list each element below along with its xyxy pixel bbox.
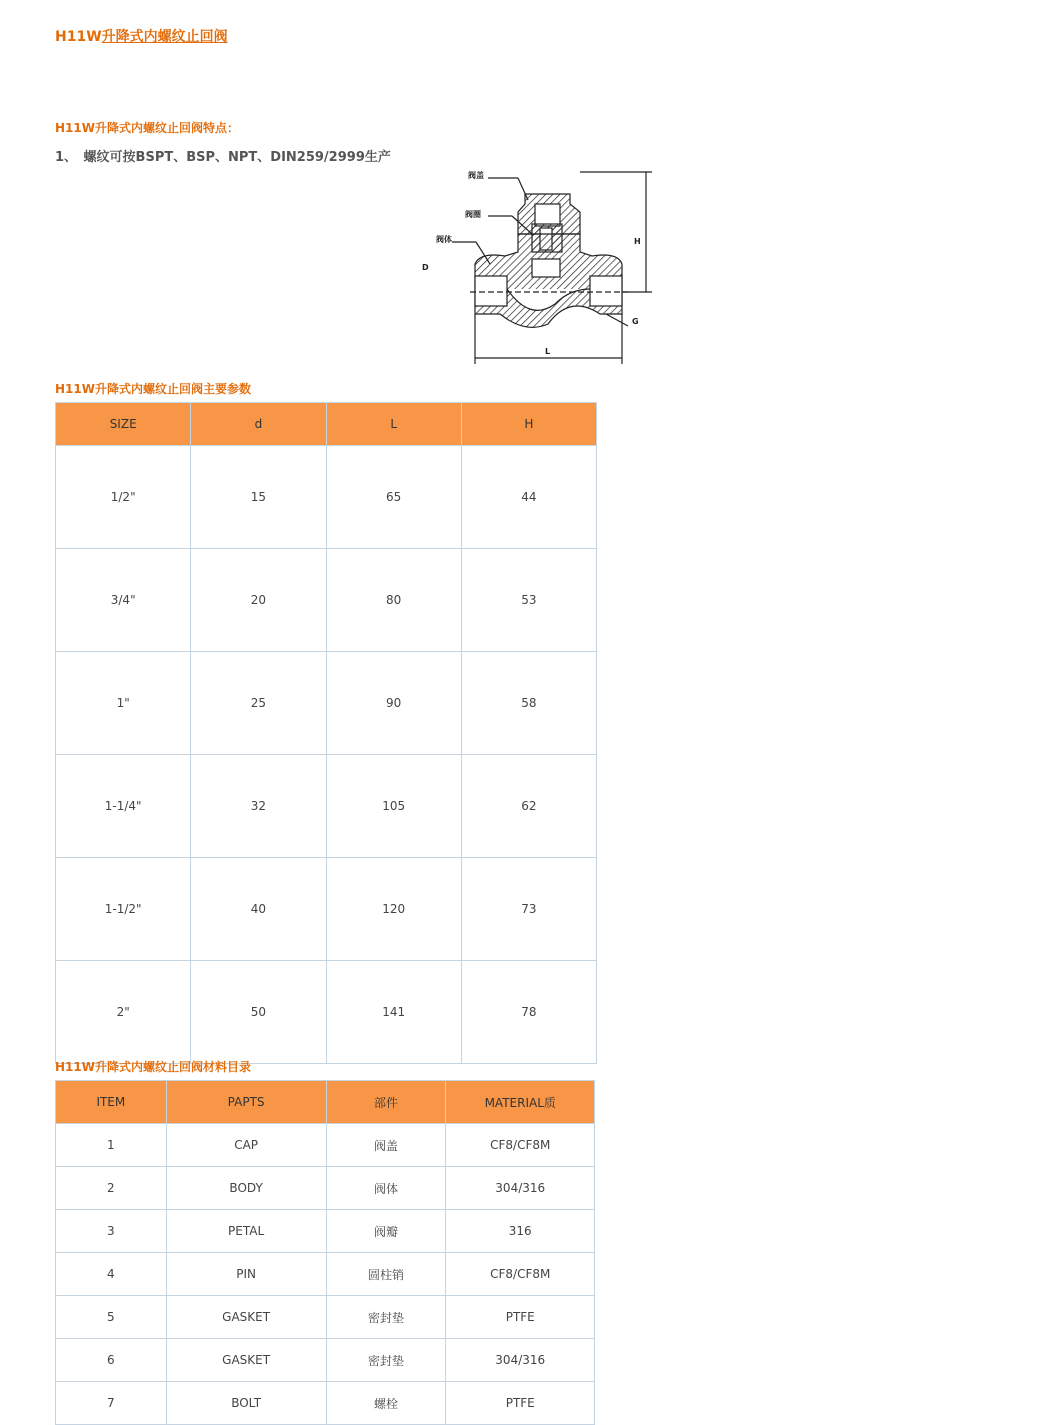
table-row bbox=[56, 446, 597, 549]
cell-h: 58 bbox=[461, 652, 596, 755]
materials-table bbox=[55, 1080, 595, 1425]
cell-material: 304/316 bbox=[446, 1167, 595, 1210]
cell-component: 圆柱销 bbox=[326, 1253, 446, 1296]
cell-material: PTFE bbox=[446, 1382, 595, 1425]
cell-l: 90 bbox=[326, 652, 461, 755]
cell-component: 螺栓 bbox=[326, 1382, 446, 1425]
page-title bbox=[55, 26, 228, 46]
params-table bbox=[55, 402, 597, 1064]
cell-part: PETAL bbox=[166, 1210, 326, 1253]
params-header-l: L bbox=[326, 403, 461, 446]
cell-l: 105 bbox=[326, 755, 461, 858]
cell-item: 1 bbox=[56, 1124, 167, 1167]
table-row bbox=[56, 1124, 595, 1167]
cell-component: 阀瓣 bbox=[326, 1210, 446, 1253]
params-header-h: H bbox=[461, 403, 596, 446]
cell-part: PIN bbox=[166, 1253, 326, 1296]
table-row bbox=[56, 755, 597, 858]
cell-part: GASKET bbox=[166, 1339, 326, 1382]
cell-d: 20 bbox=[191, 549, 326, 652]
materials-header-item: ITEM bbox=[56, 1081, 167, 1124]
params-header-row bbox=[56, 403, 597, 446]
materials-header-row bbox=[56, 1081, 595, 1124]
cell-size: 3/4" bbox=[56, 549, 191, 652]
cell-size: 1-1/4" bbox=[56, 755, 191, 858]
title-prefix: H11W bbox=[55, 29, 102, 45]
cell-item: 6 bbox=[56, 1339, 167, 1382]
table-row bbox=[56, 549, 597, 652]
cell-material: 304/316 bbox=[446, 1339, 595, 1382]
table-row bbox=[56, 1210, 595, 1253]
cell-h: 78 bbox=[461, 961, 596, 1064]
cell-component: 密封垫 bbox=[326, 1296, 446, 1339]
materials-header-material: MATERIAL质 bbox=[446, 1081, 595, 1124]
cell-l: 120 bbox=[326, 858, 461, 961]
table-row bbox=[56, 1296, 595, 1339]
cell-item: 7 bbox=[56, 1382, 167, 1425]
cell-component: 阀盖 bbox=[326, 1124, 446, 1167]
cell-item: 2 bbox=[56, 1167, 167, 1210]
cell-part: CAP bbox=[166, 1124, 326, 1167]
cell-component: 密封垫 bbox=[326, 1339, 446, 1382]
label-body: 阀体 bbox=[436, 235, 452, 244]
cell-component: 阀体 bbox=[326, 1167, 446, 1210]
cell-size: 2" bbox=[56, 961, 191, 1064]
cell-part: BOLT bbox=[166, 1382, 326, 1425]
cell-d: 15 bbox=[191, 446, 326, 549]
materials-header-component: 部件 bbox=[326, 1081, 446, 1124]
table-row bbox=[56, 652, 597, 755]
cell-d: 32 bbox=[191, 755, 326, 858]
cell-l: 80 bbox=[326, 549, 461, 652]
table-row bbox=[56, 1382, 595, 1425]
params-heading: H11W升降式内螺纹止回阀主要参数 bbox=[55, 382, 251, 396]
cell-material: 316 bbox=[446, 1210, 595, 1253]
cell-item: 4 bbox=[56, 1253, 167, 1296]
cell-d: 50 bbox=[191, 961, 326, 1064]
cell-d: 40 bbox=[191, 858, 326, 961]
valve-cross-section-diagram bbox=[420, 164, 660, 374]
table-row bbox=[56, 1253, 595, 1296]
table-row bbox=[56, 1339, 595, 1382]
cell-part: GASKET bbox=[166, 1296, 326, 1339]
table-row bbox=[56, 961, 597, 1064]
cell-l: 65 bbox=[326, 446, 461, 549]
cell-size: 1" bbox=[56, 652, 191, 755]
title-link[interactable]: 升降式内螺纹止回阀 bbox=[101, 29, 228, 45]
feature-item-1: 1、 螺纹可按BSPT、BSP、NPT、DIN259/2999生产 bbox=[55, 150, 391, 165]
label-cap: 阀盖 bbox=[468, 171, 484, 180]
cell-item: 5 bbox=[56, 1296, 167, 1339]
features-heading: H11W升降式内螺纹止回阀特点： bbox=[55, 121, 239, 135]
materials-header-parts: PAPTS bbox=[166, 1081, 326, 1124]
cell-material: CF8/CF8M bbox=[446, 1253, 595, 1296]
cell-part: BODY bbox=[166, 1167, 326, 1210]
cell-size: 1-1/2" bbox=[56, 858, 191, 961]
label-dim-h: H bbox=[634, 237, 641, 246]
label-dim-l: L bbox=[545, 347, 551, 356]
cell-h: 62 bbox=[461, 755, 596, 858]
cell-h: 53 bbox=[461, 549, 596, 652]
cell-item: 3 bbox=[56, 1210, 167, 1253]
table-row bbox=[56, 1167, 595, 1210]
table-row bbox=[56, 858, 597, 961]
params-header-size: SIZE bbox=[56, 403, 191, 446]
cell-material: PTFE bbox=[446, 1296, 595, 1339]
cell-h: 73 bbox=[461, 858, 596, 961]
cell-l: 141 bbox=[326, 961, 461, 1064]
label-dim-d: D bbox=[422, 263, 429, 272]
cell-size: 1/2" bbox=[56, 446, 191, 549]
cell-d: 25 bbox=[191, 652, 326, 755]
params-header-d: d bbox=[191, 403, 326, 446]
label-dim-g: G bbox=[632, 317, 639, 326]
cell-h: 44 bbox=[461, 446, 596, 549]
materials-heading: H11W升降式内螺纹止回阀材料目录 bbox=[55, 1060, 251, 1074]
cell-material: CF8/CF8M bbox=[446, 1124, 595, 1167]
label-ring: 阀圈 bbox=[465, 210, 481, 219]
